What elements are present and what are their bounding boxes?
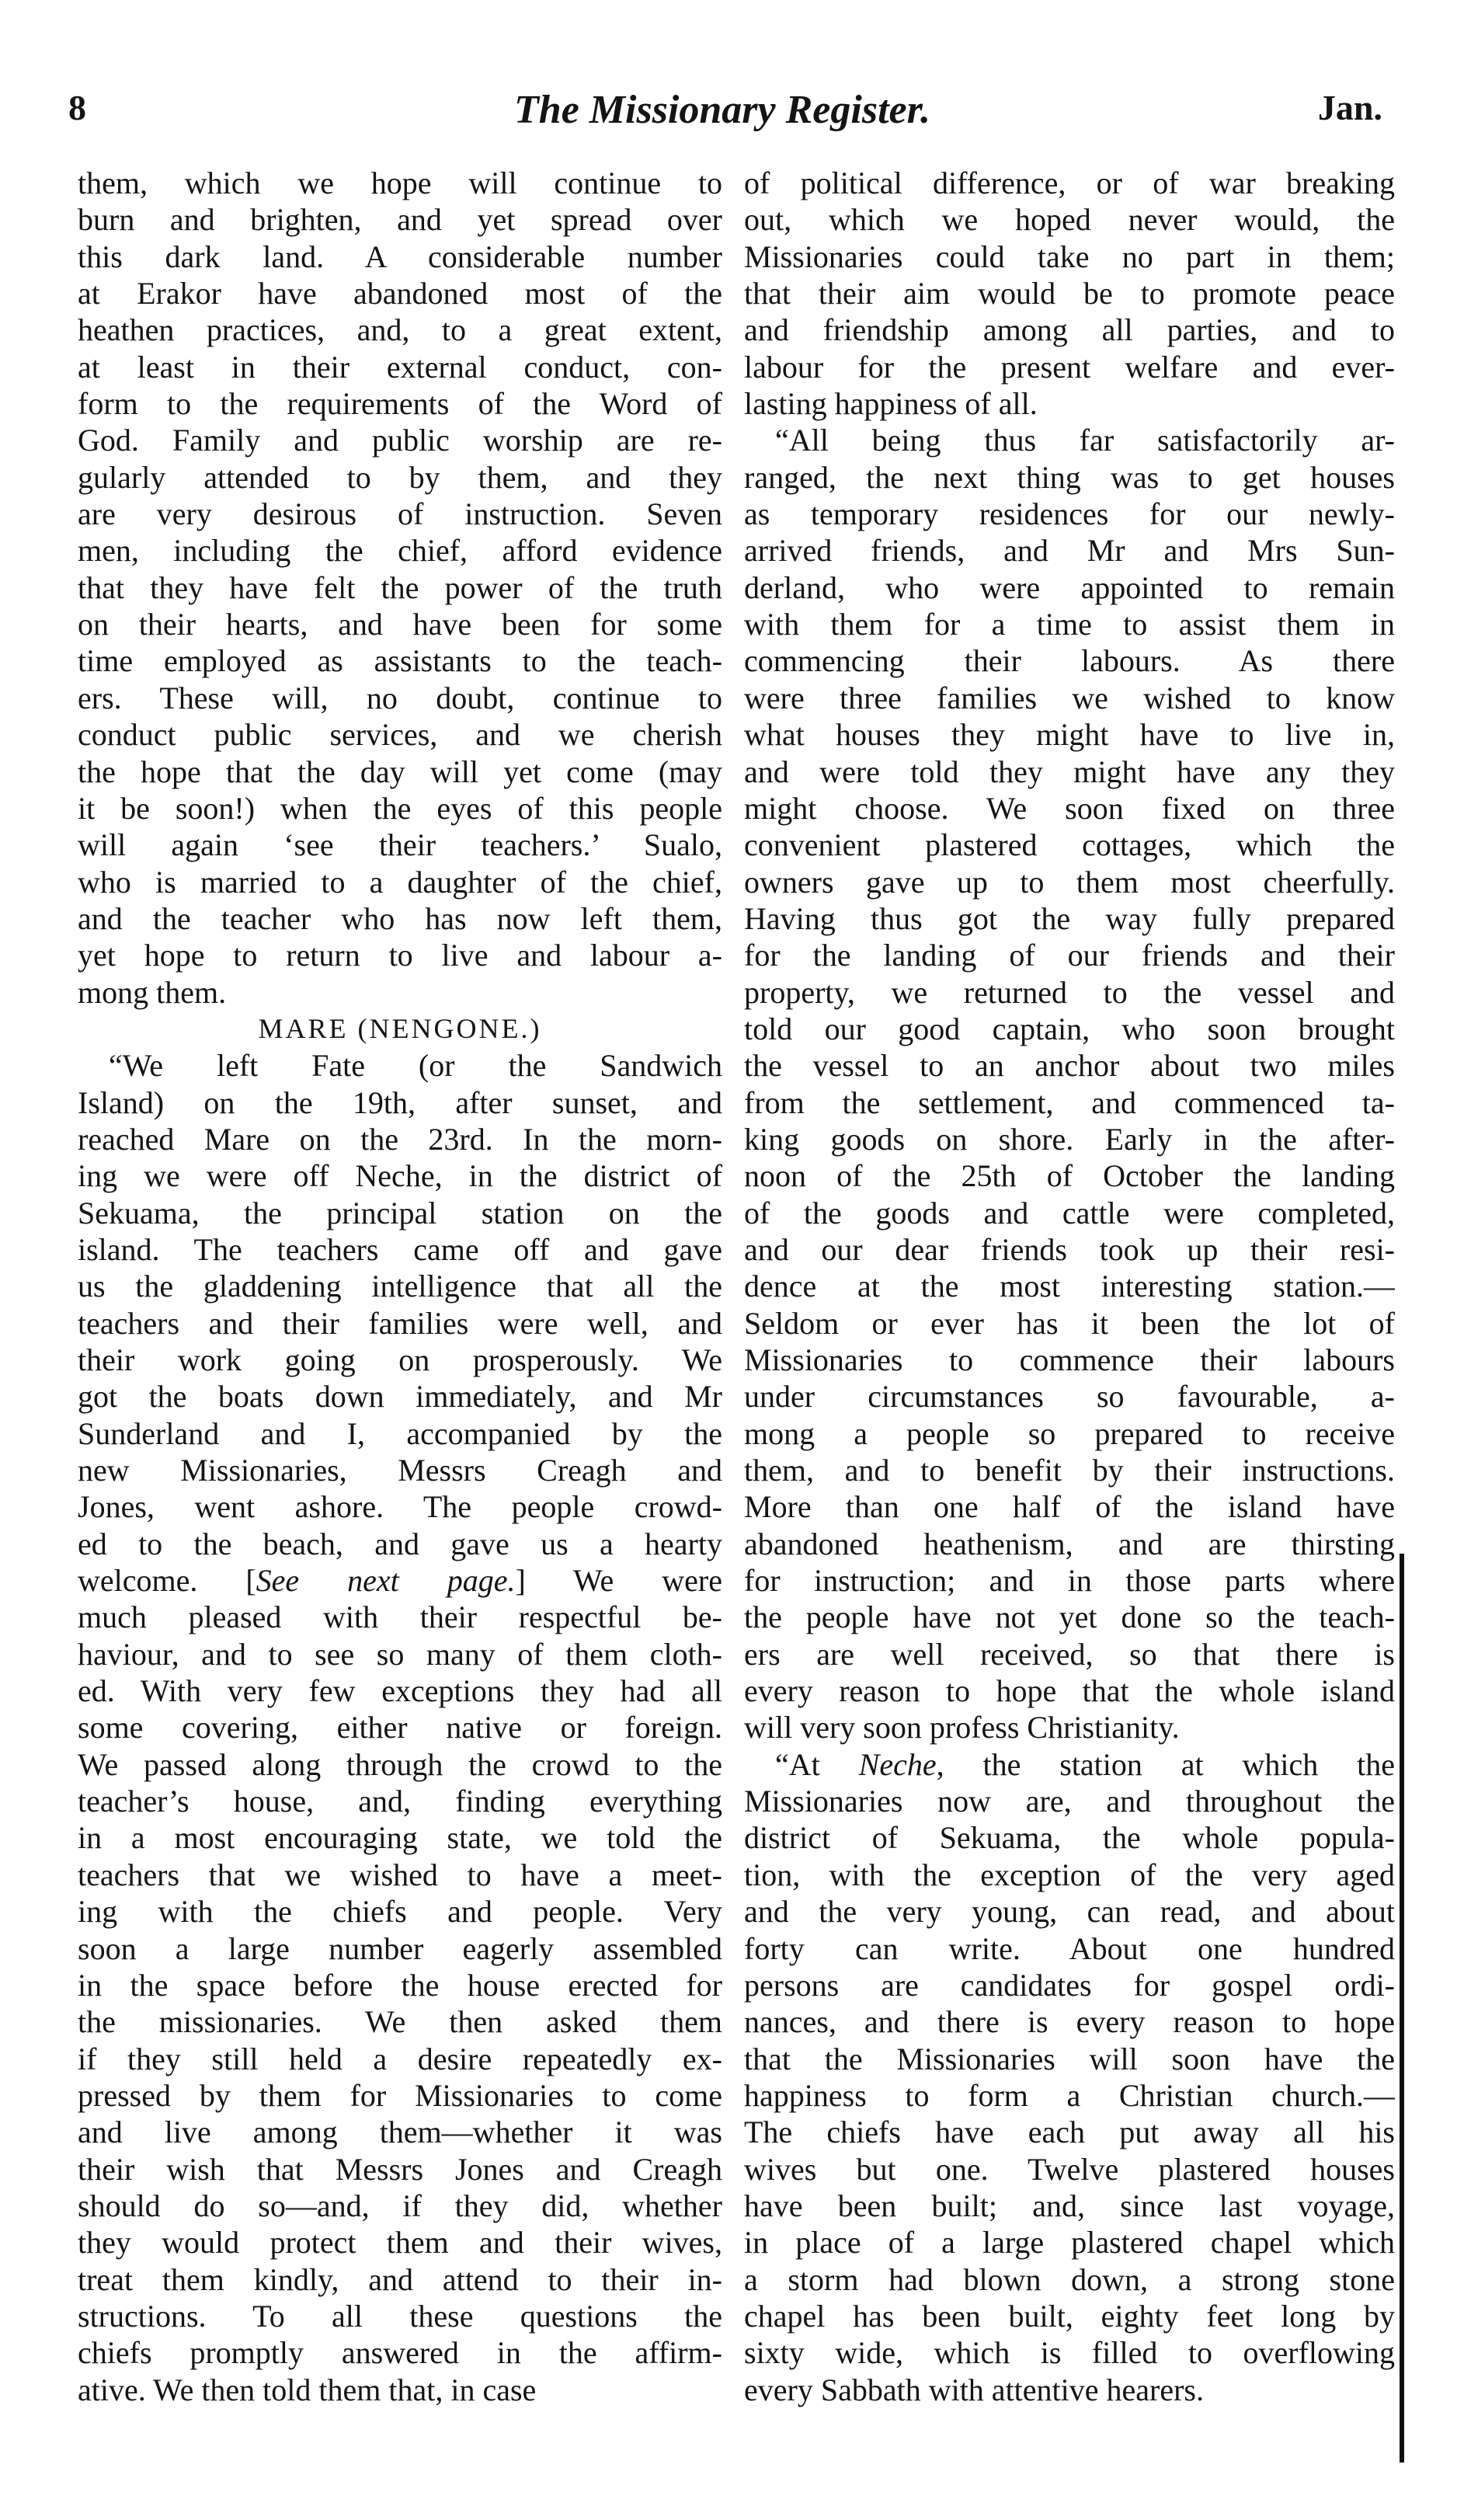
section-heading: MARE (NENGONE.) <box>258 1012 542 1044</box>
running-header <box>62 87 1382 157</box>
text-line: ers. These will, no doubt, continue to <box>78 680 722 715</box>
text-line: Missionaries to commence their labours <box>744 1342 1395 1377</box>
text-line: and the very young, can read, and about <box>744 1894 1395 1930</box>
text-line: of the goods and cattle were completed, <box>744 1195 1395 1230</box>
text-line: “At Neche, the station at which the <box>775 1746 1395 1782</box>
text-line: that they have felt the power of the truth <box>78 569 722 605</box>
text-line: pressed by them for Missionaries to come <box>78 2077 722 2113</box>
text-line: new Missionaries, Messrs Creagh and <box>78 1453 722 1488</box>
text-line: men, including the chief, afford evidence <box>78 533 722 569</box>
text-line: a storm had blown down, a strong stone <box>744 2261 1395 2297</box>
text-line: have been built; and, since last voyage, <box>744 2188 1395 2223</box>
text-line: their wish that Messrs Jones and Creagh <box>78 2151 722 2187</box>
text-line: on their hearts, and have been for some <box>78 607 722 642</box>
text-line: at least in their external conduct, con- <box>78 349 722 385</box>
text-line: Missionaries could take no part in them; <box>744 238 1395 274</box>
text-line: treat them kindly, and attend to their in- <box>78 2261 722 2297</box>
text-line: their work going on prosperously. We <box>78 1342 722 1377</box>
text-line: of political difference, or of war breaking <box>744 165 1395 200</box>
text-line: for instruction; and in those parts where <box>744 1563 1395 1599</box>
text-line: will very soon profess Christianity. <box>744 1710 1180 1746</box>
text-line: much pleased with their respectful be- <box>78 1599 722 1635</box>
text-line: reached Mare on the 23rd. In the morn- <box>78 1121 722 1157</box>
text-line: us the gladdening intelligence that all the <box>78 1269 722 1304</box>
text-line: happiness to form a Christian church.— <box>744 2077 1395 2113</box>
text-line: who is married to a daughter of the chief, <box>78 864 722 900</box>
text-line: got the boats down immediately, and Mr <box>78 1379 722 1415</box>
text-line: Sunderland and I, accompanied by the <box>78 1415 722 1451</box>
text-line: heathen practices, and, to a great extent, <box>78 312 722 348</box>
text-line: nances, and there is every reason to hope <box>744 2004 1395 2040</box>
text-line: every reason to hope that the whole island <box>744 1673 1395 1709</box>
text-line: “All being thus far satisfactorily ar- <box>775 423 1395 458</box>
text-line: wives but one. Twelve plastered houses <box>744 2151 1395 2187</box>
text-line: Sekuama, the principal station on the <box>78 1195 722 1230</box>
text-line: as temporary residences for our newly- <box>744 496 1395 532</box>
text-line: chapel has been built, eighty feet long by <box>744 2298 1395 2334</box>
text-line: Island) on the 19th, after sunset, and <box>78 1084 722 1120</box>
text-line: at Erakor have abandoned most of the <box>78 276 722 312</box>
text-line: noon of the 25th of October the landing <box>744 1158 1395 1194</box>
text-line: them, which we hope will continue to <box>78 165 722 200</box>
text-line: convenient plastered cottages, which the <box>744 827 1395 863</box>
text-line: Jones, went ashore. The people crowd- <box>78 1489 722 1525</box>
text-line: ers are well received, so that there is <box>744 1636 1395 1672</box>
text-line: soon a large number eagerly assembled <box>78 1930 722 1966</box>
text-line: are very desirous of instruction. Seven <box>78 496 722 532</box>
text-line: and our dear friends took up their resi- <box>744 1231 1395 1267</box>
text-line: form to the requirements of the Word of <box>78 386 722 422</box>
text-line: with them for a time to assist them in <box>744 607 1395 642</box>
text-line: teachers and their families were well, and <box>78 1305 722 1341</box>
text-line: that their aim would be to promote peace <box>744 276 1395 312</box>
text-line: ative. We then told them that, in case <box>78 2372 537 2407</box>
text-line: if they still held a desire repeatedly ex- <box>78 2041 722 2076</box>
text-line: the missionaries. We then asked them <box>78 2004 722 2040</box>
text-line: in place of a large plastered chapel which <box>744 2225 1395 2261</box>
running-title: The Missionary Register. <box>514 88 930 132</box>
text-line: commencing their labours. As there <box>744 643 1395 679</box>
text-line: the vessel to an anchor about two miles <box>744 1048 1395 1084</box>
text-line: for the landing of our friends and their <box>744 938 1395 973</box>
text-line: the people have not yet done so the teach- <box>744 1599 1395 1635</box>
text-line: will again ‘see their teachers.’ Sualo, <box>78 827 722 863</box>
text-line: sixty wide, which is filled to overflowing <box>744 2335 1395 2371</box>
text-line: gularly attended to by them, and they <box>78 459 722 495</box>
text-line: More than one half of the island have <box>744 1489 1395 1525</box>
text-line: We passed along through the crowd to the <box>78 1746 722 1782</box>
text-line: them, and to benefit by their instructions. <box>744 1453 1395 1488</box>
text-line: every Sabbath with attentive hearers. <box>744 2372 1204 2407</box>
text-line: what houses they might have to live in, <box>744 717 1395 753</box>
issue-month: Jan. <box>1317 88 1382 127</box>
text-line: some covering, either native or foreign. <box>78 1710 722 1746</box>
text-line: “We left Fate (or the Sandwich <box>109 1048 722 1084</box>
text-line: teachers that we wished to have a meet- <box>78 1857 722 1892</box>
text-line: mong them. <box>78 974 227 1010</box>
text-line: derland, who were appointed to remain <box>744 569 1395 605</box>
text-line: forty can write. About one hundred <box>744 1930 1395 1966</box>
text-line: they would protect them and their wives, <box>78 2225 722 2261</box>
text-line: it be soon!) when the eyes of this people <box>78 790 722 826</box>
text-line: Missionaries now are, and throughout the <box>744 1784 1395 1819</box>
text-line: that the Missionaries will soon have the <box>744 2041 1395 2076</box>
text-line: persons are candidates for gospel ordi- <box>744 1967 1395 2003</box>
page-number: 8 <box>68 88 86 127</box>
text-line: chiefs promptly answered in the affirm- <box>78 2335 722 2371</box>
text-line: tion, with the exception of the very aged <box>744 1857 1395 1892</box>
text-line: structions. To all these questions the <box>78 2298 722 2334</box>
text-line: ing we were off Neche, in the district of <box>78 1158 722 1194</box>
text-line: the hope that the day will yet come (may <box>78 754 722 789</box>
text-line: from the settlement, and commenced ta- <box>744 1084 1395 1120</box>
text-line: labour for the present welfare and ever- <box>744 349 1395 385</box>
text-line: God. Family and public worship are re- <box>78 423 722 458</box>
text-line: this dark land. A considerable number <box>78 238 722 274</box>
text-line: teacher’s house, and, finding everything <box>78 1784 722 1819</box>
text-line: out, which we hoped never would, the <box>744 202 1395 238</box>
text-line: and the teacher who has now left them, <box>78 900 722 936</box>
text-line: conduct public services, and we cherish <box>78 717 722 753</box>
text-line: haviour, and to see so many of them cloth- <box>78 1636 722 1672</box>
text-line: ranged, the next thing was to get houses <box>744 459 1395 495</box>
text-line: and friendship among all parties, and to <box>744 312 1395 348</box>
text-line: Seldom or ever has it been the lot of <box>744 1305 1395 1341</box>
text-line: ing with the chiefs and people. Very <box>78 1894 722 1930</box>
text-line: and were told they might have any they <box>744 754 1395 789</box>
text-line: were three families we wished to know <box>744 680 1395 715</box>
right-column <box>744 165 1395 2408</box>
text-line: mong a people so prepared to receive <box>744 1415 1395 1451</box>
text-line: district of Sekuama, the whole popula- <box>744 1820 1395 1856</box>
margin-rule <box>1400 1554 1404 2463</box>
text-line: dence at the most interesting station.— <box>744 1269 1395 1304</box>
text-line: yet hope to return to live and labour a- <box>78 938 722 973</box>
text-line: in the space before the house erected for <box>78 1967 722 2003</box>
text-line: should do so—and, if they did, whether <box>78 2188 722 2223</box>
text-line: ed to the beach, and gave us a hearty <box>78 1526 722 1561</box>
text-line: Having thus got the way fully prepared <box>744 900 1395 936</box>
text-line: burn and brighten, and yet spread over <box>78 202 722 238</box>
text-line: lasting happiness of all. <box>744 386 1038 422</box>
text-line: told our good captain, who soon brought <box>744 1011 1395 1046</box>
text-line: abandoned heathenism, and are thirsting <box>744 1526 1395 1561</box>
text-line: time employed as assistants to the teach- <box>78 643 722 679</box>
text-line: island. The teachers came off and gave <box>78 1231 722 1267</box>
left-column <box>78 165 722 2408</box>
text-line: and live among them—whether it was <box>78 2115 722 2150</box>
text-line: in a most encouraging state, we told the <box>78 1820 722 1856</box>
text-line: welcome. [See next page.] We were <box>78 1563 722 1599</box>
text-line: The chiefs have each put away all his <box>744 2115 1395 2150</box>
text-line: king goods on shore. Early in the after- <box>744 1121 1395 1157</box>
text-line: ed. With very few exceptions they had all <box>78 1673 722 1709</box>
text-line: might choose. We soon fixed on three <box>744 790 1395 826</box>
text-line: arrived friends, and Mr and Mrs Sun- <box>744 533 1395 569</box>
text-line: under circumstances so favourable, a- <box>744 1379 1395 1415</box>
text-line: property, we returned to the vessel and <box>744 974 1395 1010</box>
text-line: owners gave up to them most cheerfully. <box>744 864 1395 900</box>
